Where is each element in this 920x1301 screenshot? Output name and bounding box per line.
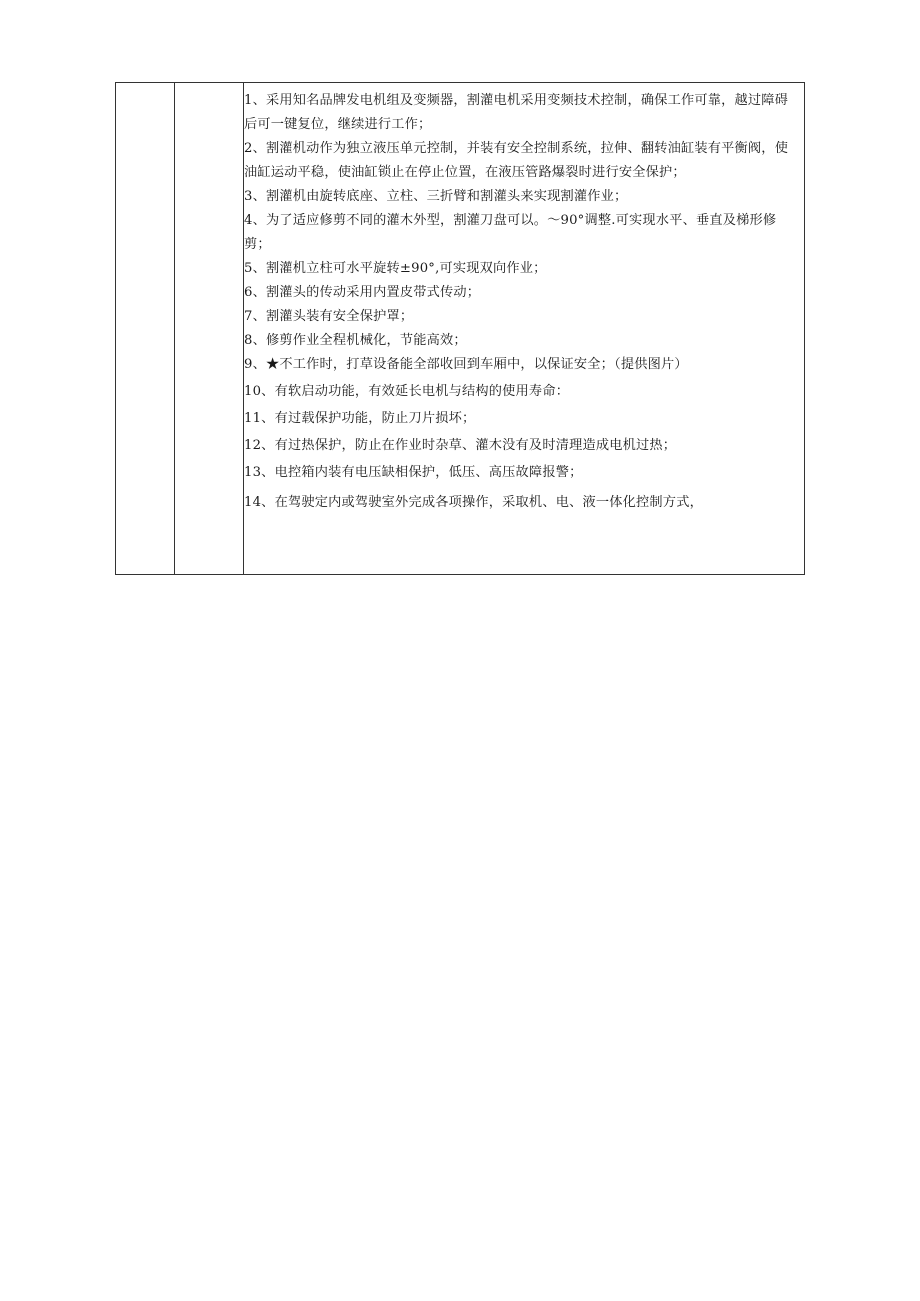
spec-item-3: 3、割灌机由旋转底座、立柱、三折臂和割灌头来实现割灌作业； [244,189,628,204]
spec-item-8: 8、修剪作业全程机械化，节能高效； [244,333,467,348]
column-divider [174,83,175,574]
spec-item-5: 5、割灌机立柱可水平旋转±90°,可实现双向作业； [244,261,547,276]
spec-item-4: 4、为了适应修剪不同的灌木外型，割灌刀盘可以。～90°调整.可实现水平、垂直及梯形修剪； [244,213,777,252]
spec-item-9: 9、★不工作时，打草设备能全部收回到车厢中，以保证安全；（提供图片） [244,357,688,372]
spec-item-11: 11、有过载保护功能，防止刀片损坏； [244,411,476,426]
spec-item-14: 14、在驾驶定内或驾驶室外完成各项操作，采取机、电、液一体化控制方式， [244,495,703,510]
spec-item-13: 13、电控箱内装有电压缺相保护，低压、高压故障报警； [244,465,583,480]
spec-item-7: 7、割灌头装有安全保护罩； [244,309,414,324]
spec-item-10: 10、有软启动功能，有效延长电机与结构的使用寿命： [244,384,570,399]
spec-item-2: 2、割灌机动作为独立液压单元控制，并装有安全控制系统，拉伸、翻转油缸装有平衡阀，使油缸运动平稳，使油缸锁止在停止位置，在液压管路爆裂时进行安全保护； [244,141,789,180]
spec-item-6: 6、割灌头的传动采用内置皮带式传动； [244,285,481,300]
spec-content-cell [244,89,801,515]
spec-item-1: 1、采用知名品牌发电机组及变频器，割灌电机采用变频技术控制，确保工作可靠，越过障碍后可一键复位，继续进行工作； [244,93,789,132]
spec-item-12: 12、有过热保护，防止在作业时杂草、灌木没有及时清理造成电机过热； [244,438,677,453]
spec-table [115,82,805,575]
